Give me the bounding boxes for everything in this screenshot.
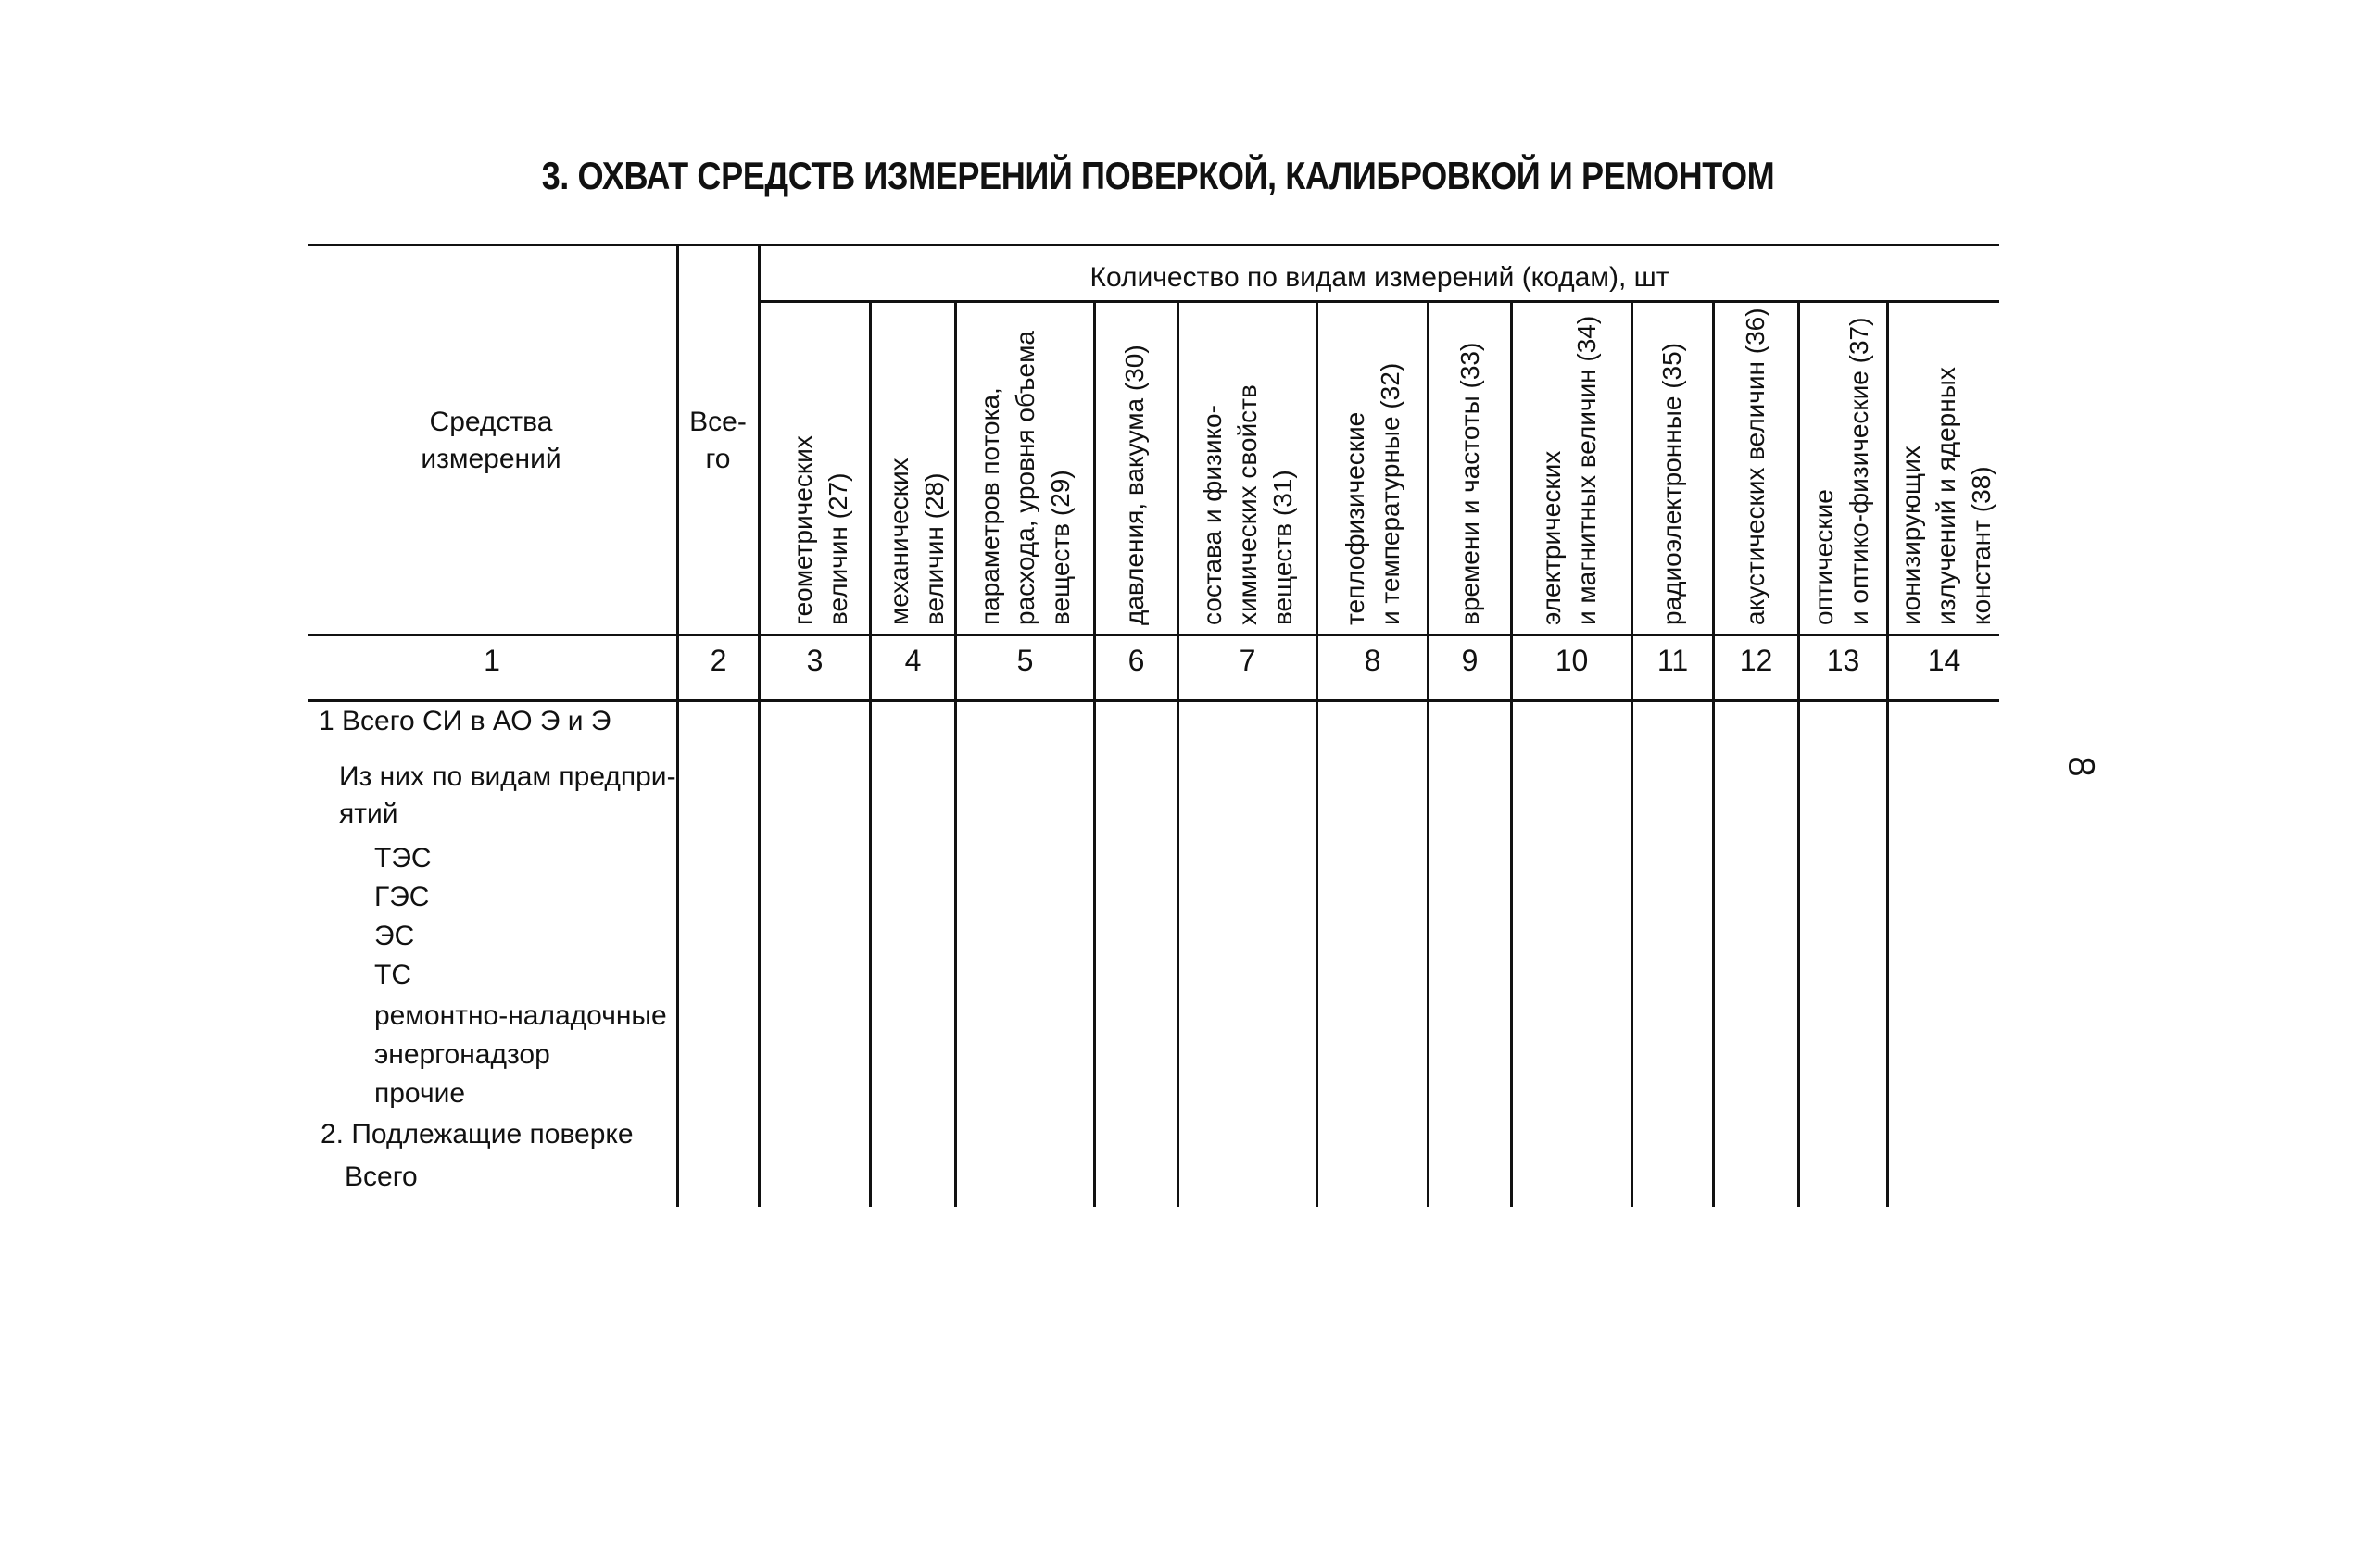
column-divider bbox=[954, 300, 957, 1207]
column-header-composition bbox=[1195, 384, 1301, 625]
column-header-line: механических bbox=[885, 458, 913, 625]
row-label-subject-to-verification: 2. Подлежащие поверке bbox=[321, 1119, 634, 1149]
numbers-bottom-rule bbox=[308, 699, 1999, 702]
column-number: 7 bbox=[1239, 644, 1256, 677]
column-header-line: расхода, уровня объема bbox=[1011, 331, 1039, 625]
column-header-mechanical bbox=[882, 458, 952, 625]
column-number: 6 bbox=[1127, 644, 1145, 677]
column-header-line: геометрических bbox=[788, 435, 817, 625]
column-header-time-frequency bbox=[1453, 343, 1488, 625]
column-number: 8 bbox=[1364, 644, 1381, 677]
column-header-line: и температурные (32) bbox=[1376, 362, 1404, 625]
header-total bbox=[681, 404, 755, 478]
header-means bbox=[371, 404, 611, 478]
row-label-other: прочие bbox=[374, 1078, 466, 1109]
header-means-line: измерений bbox=[421, 444, 561, 474]
row-label-by-enterprise-cont: ятий bbox=[339, 798, 398, 829]
column-divider bbox=[1712, 300, 1715, 1207]
column-divider bbox=[869, 300, 872, 1207]
column-header-line: давления, вакуума (30) bbox=[1120, 345, 1149, 625]
column-header-line: излучений и ядерных bbox=[1932, 367, 1960, 625]
column-header-geometric bbox=[786, 435, 856, 625]
column-divider bbox=[1797, 300, 1800, 1207]
column-header-line: констант (38) bbox=[1967, 466, 1996, 625]
page-number: 8 bbox=[2060, 756, 2102, 777]
column-number: 14 bbox=[1927, 644, 1961, 677]
column-header-line: акустических величин (36) bbox=[1741, 308, 1769, 625]
column-header-electrical bbox=[1534, 316, 1605, 625]
column-divider bbox=[1316, 300, 1318, 1207]
row-label-by-enterprise: Из них по видам предпри- bbox=[339, 761, 676, 792]
row-label-energy-supervision: энергонадзор bbox=[374, 1039, 550, 1070]
header-bottom-rule bbox=[308, 634, 1999, 636]
row-label-tes: ТЭС bbox=[374, 843, 432, 873]
row-label-es: ЭС bbox=[374, 921, 415, 951]
column-header-pressure bbox=[1117, 345, 1152, 625]
row-label-total: Всего bbox=[345, 1162, 418, 1192]
row-label-total-si: 1 Всего СИ в АО Э и Э bbox=[319, 706, 611, 736]
column-header-line: времени и частоты (33) bbox=[1455, 342, 1484, 625]
column-divider bbox=[758, 244, 761, 1207]
column-number: 13 bbox=[1826, 644, 1860, 677]
column-number: 4 bbox=[904, 644, 922, 677]
column-header-acoustic bbox=[1738, 308, 1773, 625]
column-header-line: теплофизические bbox=[1341, 411, 1369, 625]
column-header-ionizing bbox=[1894, 367, 1999, 625]
column-divider bbox=[1177, 300, 1179, 1207]
column-number: 10 bbox=[1555, 644, 1589, 677]
column-number: 1 bbox=[484, 644, 500, 677]
column-header-flow bbox=[973, 331, 1078, 625]
column-divider bbox=[676, 244, 679, 1207]
column-header-line: веществ (31) bbox=[1268, 470, 1297, 625]
column-header-radio bbox=[1655, 343, 1690, 625]
column-header-line: величин (27) bbox=[824, 472, 852, 625]
header-total-line: го bbox=[705, 444, 731, 474]
column-divider bbox=[1427, 300, 1429, 1207]
column-number: 3 bbox=[806, 644, 824, 677]
column-number: 12 bbox=[1739, 644, 1773, 677]
column-header-line: величин (28) bbox=[920, 472, 949, 625]
column-divider bbox=[1886, 300, 1889, 1207]
column-number: 5 bbox=[1016, 644, 1034, 677]
column-divider bbox=[1510, 300, 1513, 1207]
column-header-line: параметров потока, bbox=[976, 387, 1004, 625]
column-header-line: и оптико-физические (37) bbox=[1845, 317, 1873, 625]
column-header-line: радиоэлектронные (35) bbox=[1657, 342, 1686, 625]
column-divider bbox=[1093, 300, 1096, 1207]
column-header-thermal bbox=[1338, 363, 1408, 625]
header-total-line: Все- bbox=[689, 407, 747, 437]
column-number: 11 bbox=[1656, 644, 1689, 677]
header-group: Количество по видам измерений (кодам), шт bbox=[1089, 262, 1669, 293]
column-divider bbox=[1631, 300, 1633, 1207]
page-title: 3. ОХВАТ СРЕДСТВ ИЗМЕРЕНИЙ ПОВЕРКОЙ, КАЛИБРОВКОЙ И РЕМОНТОМ bbox=[541, 154, 1775, 197]
row-label-ges: ГЭС bbox=[374, 882, 430, 912]
column-header-line: ионизирующих bbox=[1896, 446, 1925, 625]
column-header-line: состава и физико- bbox=[1198, 405, 1227, 625]
column-header-line: веществ (29) bbox=[1046, 470, 1075, 625]
column-header-optical bbox=[1807, 318, 1877, 625]
column-header-line: оптические bbox=[1809, 489, 1838, 625]
group-header-rule bbox=[758, 300, 1999, 303]
column-number: 9 bbox=[1461, 644, 1479, 677]
row-label-repair: ремонтно-наладочные bbox=[374, 1000, 667, 1031]
row-label-ts: ТС bbox=[374, 960, 411, 990]
column-header-line: электрических bbox=[1537, 450, 1566, 625]
column-number: 2 bbox=[710, 644, 727, 677]
column-header-line: и магнитных величин (34) bbox=[1572, 315, 1601, 625]
column-header-line: химических свойств bbox=[1233, 384, 1262, 625]
header-means-line: Средства bbox=[429, 407, 553, 437]
table-top-rule bbox=[308, 244, 1999, 246]
